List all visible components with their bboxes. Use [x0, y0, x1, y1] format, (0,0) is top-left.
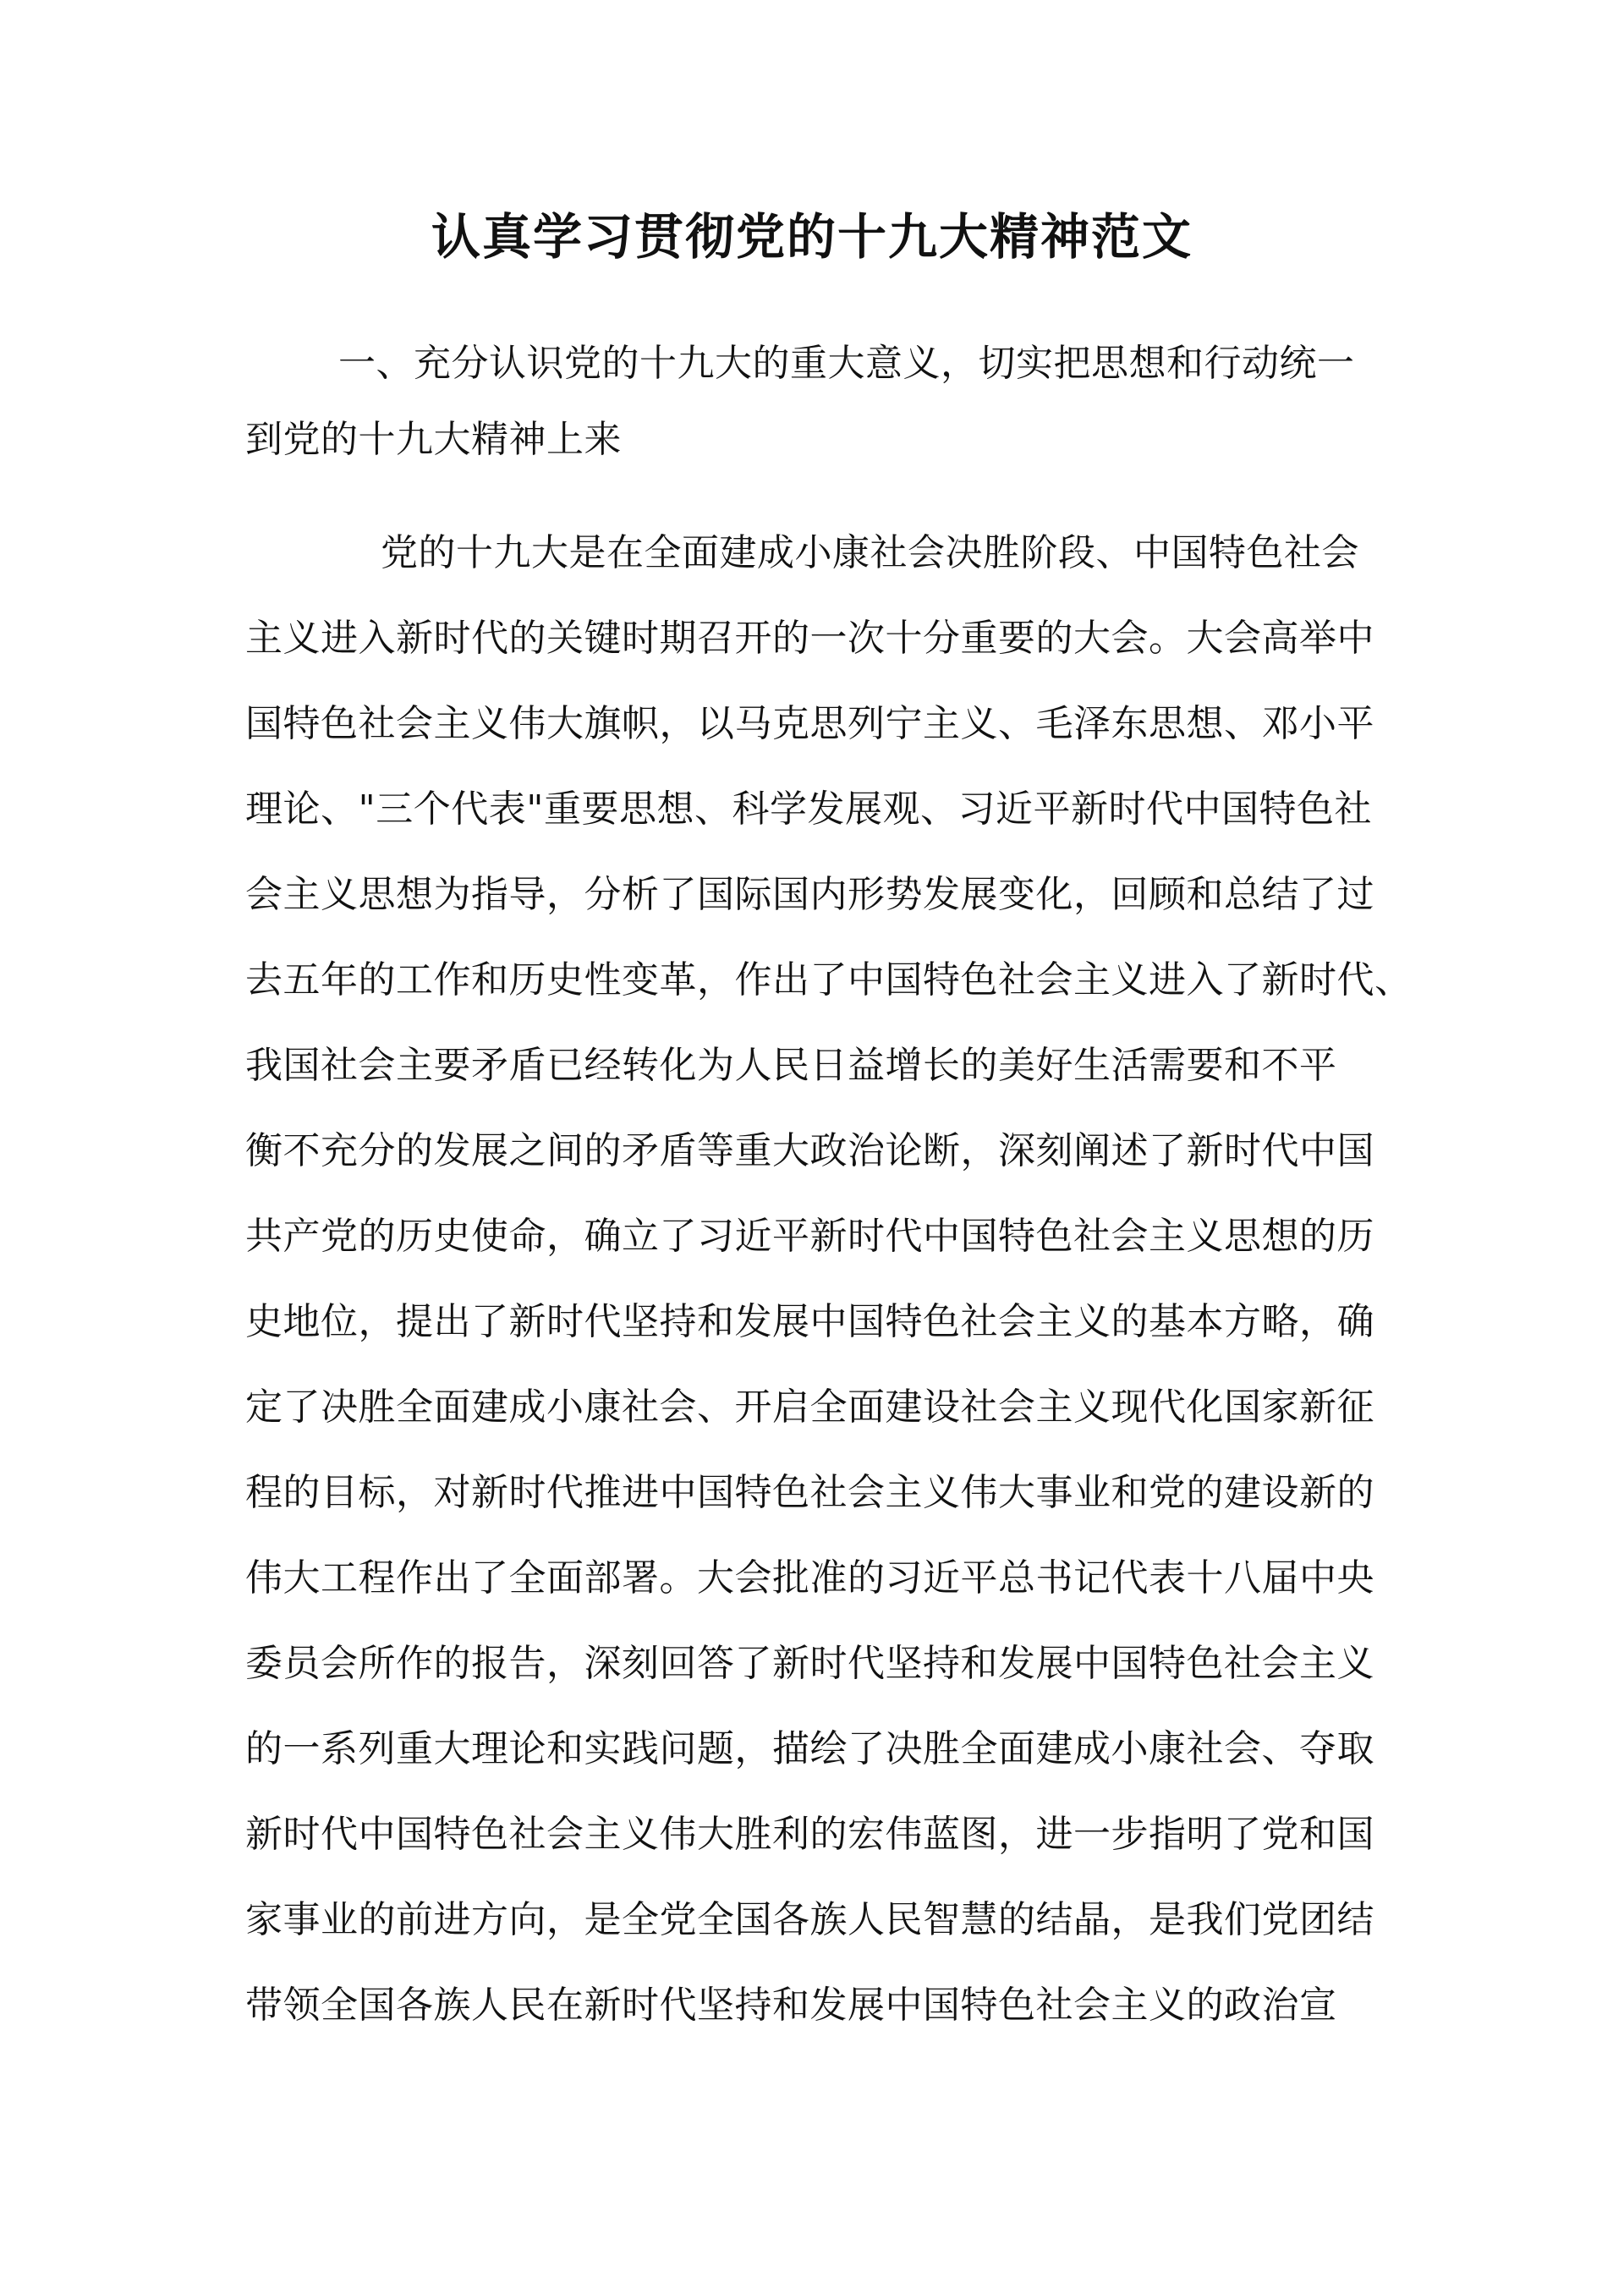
paragraph-line: 伟大工程作出了全面部署。大会批准的习近平总书记代表十八届中央: [245, 1556, 1374, 1600]
paragraph-line: 委员会所作的报告，深刻回答了新时代坚持和发展中国特色社会主义: [245, 1642, 1374, 1685]
paragraph-line: 国特色社会主义伟大旗帜，以马克思列宁主义、毛泽东思想、邓小平: [245, 702, 1374, 745]
paragraph-line: 会主义思想为指导，分析了国际国内形势发展变化，回顾和总结了过: [245, 873, 1374, 916]
document-title: 认真学习贯彻党的十九大精神范文: [431, 208, 1193, 266]
paragraph-line: 党的十九大是在全面建成小康社会决胜阶段、中国特色社会: [381, 531, 1359, 574]
paragraph-line: 去五年的工作和历史性变革，作出了中国特色社会主义进入了新时代、: [245, 958, 1413, 1002]
paragraph-line: 新时代中国特色社会主义伟大胜利的宏伟蓝图，进一步指明了党和国: [245, 1813, 1374, 1856]
section-heading-line-2: 到党的十九大精神上来: [245, 418, 622, 461]
paragraph-line: 共产党的历史使命，确立了习近平新时代中国特色社会主义思想的历: [245, 1215, 1374, 1258]
section-heading-line-1: 一、充分认识党的十九大的重大意义，切实把思想和行动统一: [338, 342, 1355, 385]
paragraph-line: 史地位，提出了新时代坚持和发展中国特色社会主义的基本方略，确: [245, 1300, 1374, 1343]
paragraph-line: 定了决胜全面建成小康社会、开启全面建设社会主义现代化国家新征: [245, 1386, 1374, 1429]
paragraph-line: 带领全国各族人民在新时代坚持和发展中国特色社会主义的政治宣: [245, 1984, 1337, 2027]
paragraph-line: 我国社会主要矛盾已经转化为人民日益增长的美好生活需要和不平: [245, 1044, 1337, 1087]
paragraph-line: 理论、"三个代表"重要思想、科学发展观、习近平新时代中国特色社: [245, 788, 1372, 831]
paragraph-line: 主义进入新时代的关键时期召开的一次十分重要的大会。大会高举中: [245, 617, 1374, 660]
paragraph-line: 程的目标，对新时代推进中国特色社会主义伟大事业和党的建设新的: [245, 1471, 1374, 1514]
paragraph-line: 的一系列重大理论和实践问题，描绘了决胜全面建成小康社会、夺取: [245, 1727, 1374, 1770]
paragraph-line: 衡不充分的发展之间的矛盾等重大政治论断，深刻阐述了新时代中国: [245, 1129, 1374, 1172]
paragraph-line: 家事业的前进方向，是全党全国各族人民智慧的结晶，是我们党团结: [245, 1898, 1374, 1941]
